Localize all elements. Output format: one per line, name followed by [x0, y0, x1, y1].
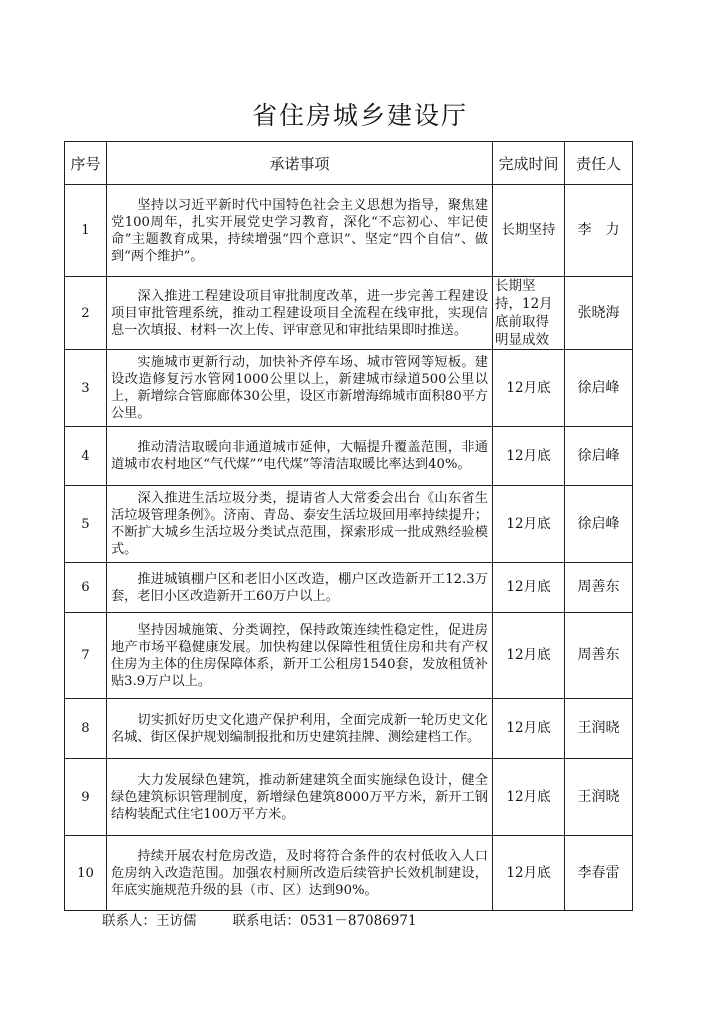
- table-row: [65, 563, 633, 613]
- page-title: 省住房城乡建设厅: [251, 101, 468, 130]
- table-row: [65, 699, 633, 759]
- row-time: 长期坚持: [493, 185, 565, 277]
- row-owner: 周善东: [565, 563, 633, 613]
- row-owner: 徐启峰: [565, 486, 633, 563]
- row-owner: 徐启峰: [565, 427, 633, 486]
- commitment-table: [64, 141, 633, 911]
- row-owner: 王润晓: [565, 759, 633, 836]
- row-no: 8: [65, 699, 107, 759]
- table-row: [65, 759, 633, 836]
- row-item: 大力发展绿色建筑，推动新建建筑全面实施绿色设计，健全绿色建筑标识管理制度，新增绿色建筑8000万平方米，新开工钢结构装配式住宅100万平方米。: [107, 759, 493, 836]
- table-row: [65, 836, 633, 911]
- row-item: 坚持因城施策、分类调控，保持政策连续性稳定性，促进房地产市场平稳健康发展。加快构建以保障性租赁住房和共有产权住房为主体的住房保障体系，新开工公租房1540套，发放租赁补贴3.9万户以上。: [107, 613, 493, 699]
- contact-footer: [102, 909, 417, 929]
- row-owner: 周善东: [565, 613, 633, 699]
- row-time: 12月底: [493, 836, 565, 911]
- row-owner: 李 力: [565, 185, 633, 277]
- table-row: [65, 277, 633, 350]
- table-row: [65, 613, 633, 699]
- table-header-row: [65, 142, 633, 185]
- row-item: 深入推进生活垃圾分类，提请省人大常委会出台《山东省生活垃圾管理条例》。济南、青岛、泰安生活垃圾回用率持续提升；不断扩大城乡生活垃圾分类试点范围，探索形成一批成熟经验模式。: [107, 486, 493, 563]
- table-row: [65, 185, 633, 277]
- row-owner: 王润晓: [565, 699, 633, 759]
- row-no: 9: [65, 759, 107, 836]
- row-item: 推进城镇棚户区和老旧小区改造，棚户区改造新开工12.3万套，老旧小区改造新开工60万户以上。: [107, 563, 493, 613]
- row-owner: 李春雷: [565, 836, 633, 911]
- row-owner: 徐启峰: [565, 350, 633, 427]
- row-time: 12月底: [493, 486, 565, 563]
- row-time: 12月底: [493, 613, 565, 699]
- row-no: 10: [65, 836, 107, 911]
- row-no: 1: [65, 185, 107, 277]
- row-item: 实施城市更新行动，加快补齐停车场、城市管网等短板。建设改造修复污水管网1000公里以上，新建城市绿道500公里以上，新增综合管廊廊体30公里，设区市新增海绵城市面积80平方公里。: [107, 350, 493, 427]
- row-no: 3: [65, 350, 107, 427]
- row-item: 深入推进工程建设项目审批制度改革，进一步完善工程建设项目审批管理系统，推动工程建设项目全流程在线审批，实现信息一次填报、材料一次上传、评审意见和审批结果即时推送。: [107, 277, 493, 350]
- row-no: 7: [65, 613, 107, 699]
- table-row: [65, 486, 633, 563]
- row-item: 持续开展农村危房改造，及时将符合条件的农村低收入人口危房纳入改造范围。加强农村厕所改造后续管护长效机制建设，年底实施规范升级的县（市、区）达到90%。: [107, 836, 493, 911]
- row-item: 切实抓好历史文化遗产保护利用，全面完成新一轮历史文化名城、街区保护规划编制报批和历史建筑挂牌、测绘建档工作。: [107, 699, 493, 759]
- row-item: 坚持以习近平新时代中国特色社会主义思想为指导，聚焦建党100周年，扎实开展党史学习教育，深化“不忘初心、牢记使命”主题教育成果，持续增强“四个意识”、坚定“四个自信”、做到“两个维护”。: [107, 185, 493, 277]
- row-no: 2: [65, 277, 107, 350]
- table-row: [65, 350, 633, 427]
- row-time: 12月底: [493, 563, 565, 613]
- row-no: 5: [65, 486, 107, 563]
- contact-phone: 联系电话：0531－87086971: [232, 913, 417, 929]
- row-owner: 张晓海: [565, 277, 633, 350]
- row-item: 推动清洁取暖向非通道城市延伸，大幅提升覆盖范围，非通道城市农村地区“气代煤”“电代煤”等清洁取暖比率达到40%。: [107, 427, 493, 486]
- header-item: 承诺事项: [107, 142, 493, 185]
- row-time: 12月底: [493, 350, 565, 427]
- header-no: 序号: [65, 142, 107, 185]
- row-time: 12月底: [493, 759, 565, 836]
- row-time: 12月底: [493, 699, 565, 759]
- header-owner: 责任人: [565, 142, 633, 185]
- row-time: 12月底: [493, 427, 565, 486]
- contact-person: 联系人：王访儒: [102, 913, 197, 929]
- header-time: 完成时间: [493, 142, 565, 185]
- row-time: 长期坚持，12月底前取得明显成效: [493, 277, 565, 350]
- row-no: 4: [65, 427, 107, 486]
- row-no: 6: [65, 563, 107, 613]
- table-row: [65, 427, 633, 486]
